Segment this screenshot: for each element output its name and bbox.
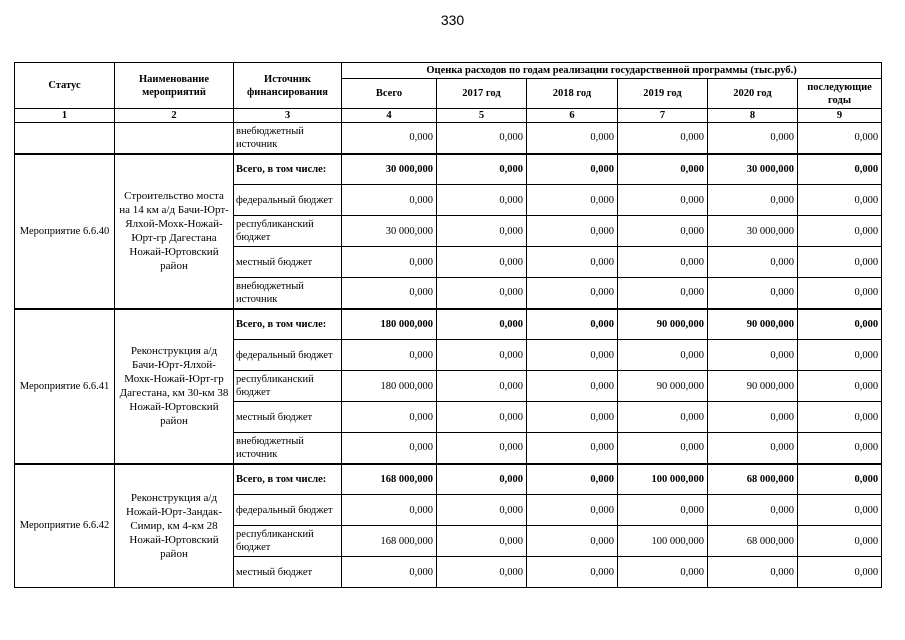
header-later-years: последующие годы (798, 79, 882, 109)
value-cell: 0,000 (527, 185, 618, 216)
value-cell: 0,000 (618, 433, 708, 464)
value-cell: 0,000 (342, 185, 437, 216)
value-cell: 0,000 (798, 402, 882, 433)
value-cell: 0,000 (798, 433, 882, 464)
column-number: 1 (15, 109, 115, 123)
column-number: 3 (234, 109, 342, 123)
value-cell: 168 000,000 (342, 526, 437, 557)
column-number-row (15, 109, 882, 123)
funding-source: Всего, в том числе: (234, 464, 342, 495)
funding-source: федеральный бюджет (234, 185, 342, 216)
value-cell: 0,000 (798, 526, 882, 557)
event-status: Мероприятие 6.6.41 (15, 309, 115, 464)
value-cell: 0,000 (708, 278, 798, 309)
table-row (15, 123, 882, 154)
value-cell: 0,000 (527, 464, 618, 495)
value-cell: 0,000 (342, 557, 437, 588)
value-cell: 0,000 (342, 495, 437, 526)
empty-name-cell (115, 123, 234, 154)
value-cell: 0,000 (618, 278, 708, 309)
value-cell: 0,000 (437, 247, 527, 278)
value-cell: 0,000 (798, 371, 882, 402)
column-number: 4 (342, 109, 437, 123)
value-cell: 90 000,000 (618, 309, 708, 340)
value-cell: 0,000 (708, 433, 798, 464)
value-cell: 0,000 (437, 154, 527, 185)
value-cell: 0,000 (798, 185, 882, 216)
value-cell: 0,000 (527, 247, 618, 278)
value-cell: 90 000,000 (618, 371, 708, 402)
funding-source: федеральный бюджет (234, 340, 342, 371)
value-cell: 0,000 (437, 557, 527, 588)
value-cell: 0,000 (437, 495, 527, 526)
value-cell: 0,000 (708, 340, 798, 371)
value-cell: 100 000,000 (618, 464, 708, 495)
header-2019: 2019 год (618, 79, 708, 109)
value-cell: 0,000 (798, 309, 882, 340)
value-cell: 0,000 (527, 402, 618, 433)
value-cell: 0,000 (342, 402, 437, 433)
funding-source: местный бюджет (234, 247, 342, 278)
value-cell: 0,000 (342, 123, 437, 154)
header-2020: 2020 год (708, 79, 798, 109)
value-cell: 0,000 (618, 185, 708, 216)
header-source: Источник финансирования (234, 63, 342, 109)
value-cell: 0,000 (708, 123, 798, 154)
column-number: 5 (437, 109, 527, 123)
value-cell: 0,000 (437, 278, 527, 309)
event-name: Реконструкция а/д Бачи-Юрт-Ялхой-Мохк-Ножай-Юрт-гр Дагестана, км 30-км 38 Ножай-Юртовский район (115, 309, 234, 464)
value-cell: 0,000 (798, 154, 882, 185)
value-cell: 100 000,000 (618, 526, 708, 557)
value-cell: 0,000 (618, 216, 708, 247)
value-cell: 30 000,000 (708, 154, 798, 185)
funding-source: республиканский бюджет (234, 526, 342, 557)
value-cell: 0,000 (437, 433, 527, 464)
table-row (15, 154, 882, 185)
event-name: Строительство моста на 14 км а/д Бачи-Юрт-Ялхой-Мохк-Ножай-Юрт-гр Дагестана Ножай-Юртовский район (115, 154, 234, 309)
header-estimate: Оценка расходов по годам реализации государственной программы (тыс.руб.) (342, 63, 882, 79)
value-cell: 0,000 (527, 371, 618, 402)
table-row (15, 464, 882, 495)
value-cell: 0,000 (342, 433, 437, 464)
column-number: 7 (618, 109, 708, 123)
value-cell: 0,000 (708, 185, 798, 216)
value-cell: 0,000 (708, 247, 798, 278)
value-cell: 0,000 (342, 278, 437, 309)
value-cell: 0,000 (618, 340, 708, 371)
value-cell: 0,000 (437, 371, 527, 402)
event-status: Мероприятие 6.6.42 (15, 464, 115, 588)
page-number: 330 (440, 12, 465, 28)
value-cell: 0,000 (437, 464, 527, 495)
header-name: Наименование мероприятий (115, 63, 234, 109)
value-cell: 0,000 (708, 402, 798, 433)
value-cell: 0,000 (437, 340, 527, 371)
value-cell: 0,000 (798, 278, 882, 309)
budget-table (14, 62, 882, 588)
value-cell: 168 000,000 (342, 464, 437, 495)
value-cell: 0,000 (437, 123, 527, 154)
funding-source: внебюджетный источник (234, 278, 342, 309)
value-cell: 30 000,000 (342, 216, 437, 247)
event-name: Реконструкция а/д Ножай-Юрт-Зандак-Симир, км 4-км 28 Ножай-Юртовский район (115, 464, 234, 588)
value-cell: 0,000 (798, 495, 882, 526)
funding-source: местный бюджет (234, 557, 342, 588)
value-cell: 30 000,000 (708, 216, 798, 247)
value-cell: 180 000,000 (342, 371, 437, 402)
value-cell: 0,000 (342, 247, 437, 278)
value-cell: 0,000 (798, 123, 882, 154)
event-status: Мероприятие 6.6.40 (15, 154, 115, 309)
value-cell: 0,000 (527, 278, 618, 309)
funding-source: республиканский бюджет (234, 216, 342, 247)
value-cell: 0,000 (527, 309, 618, 340)
value-cell: 0,000 (798, 340, 882, 371)
value-cell: 0,000 (527, 154, 618, 185)
value-cell: 0,000 (437, 526, 527, 557)
value-cell: 90 000,000 (708, 309, 798, 340)
value-cell: 0,000 (527, 495, 618, 526)
value-cell: 30 000,000 (342, 154, 437, 185)
header-status: Статус (15, 63, 115, 109)
header-2017: 2017 год (437, 79, 527, 109)
funding-source: внебюджетный источник (234, 123, 342, 154)
value-cell: 0,000 (798, 247, 882, 278)
funding-source: местный бюджет (234, 402, 342, 433)
value-cell: 0,000 (618, 495, 708, 526)
value-cell: 0,000 (527, 216, 618, 247)
value-cell: 0,000 (527, 433, 618, 464)
value-cell: 0,000 (527, 557, 618, 588)
funding-source: федеральный бюджет (234, 495, 342, 526)
column-number: 9 (798, 109, 882, 123)
funding-source: Всего, в том числе: (234, 309, 342, 340)
funding-source: Всего, в том числе: (234, 154, 342, 185)
value-cell: 0,000 (798, 216, 882, 247)
value-cell: 68 000,000 (708, 526, 798, 557)
value-cell: 0,000 (437, 402, 527, 433)
value-cell: 0,000 (527, 526, 618, 557)
value-cell: 0,000 (708, 557, 798, 588)
value-cell: 0,000 (618, 247, 708, 278)
header-total: Всего (342, 79, 437, 109)
value-cell: 0,000 (342, 340, 437, 371)
table-row (15, 309, 882, 340)
value-cell: 0,000 (437, 216, 527, 247)
value-cell: 0,000 (618, 557, 708, 588)
value-cell: 0,000 (527, 123, 618, 154)
funding-source: внебюджетный источник (234, 433, 342, 464)
value-cell: 68 000,000 (708, 464, 798, 495)
value-cell: 0,000 (618, 154, 708, 185)
column-number: 6 (527, 109, 618, 123)
value-cell: 0,000 (437, 309, 527, 340)
value-cell: 180 000,000 (342, 309, 437, 340)
value-cell: 0,000 (798, 464, 882, 495)
column-number: 8 (708, 109, 798, 123)
value-cell: 0,000 (618, 402, 708, 433)
value-cell: 0,000 (708, 495, 798, 526)
column-number: 2 (115, 109, 234, 123)
funding-source: республиканский бюджет (234, 371, 342, 402)
value-cell: 0,000 (618, 123, 708, 154)
value-cell: 90 000,000 (708, 371, 798, 402)
header-2018: 2018 год (527, 79, 618, 109)
value-cell: 0,000 (437, 185, 527, 216)
value-cell: 0,000 (527, 340, 618, 371)
empty-status-cell (15, 123, 115, 154)
value-cell: 0,000 (798, 557, 882, 588)
